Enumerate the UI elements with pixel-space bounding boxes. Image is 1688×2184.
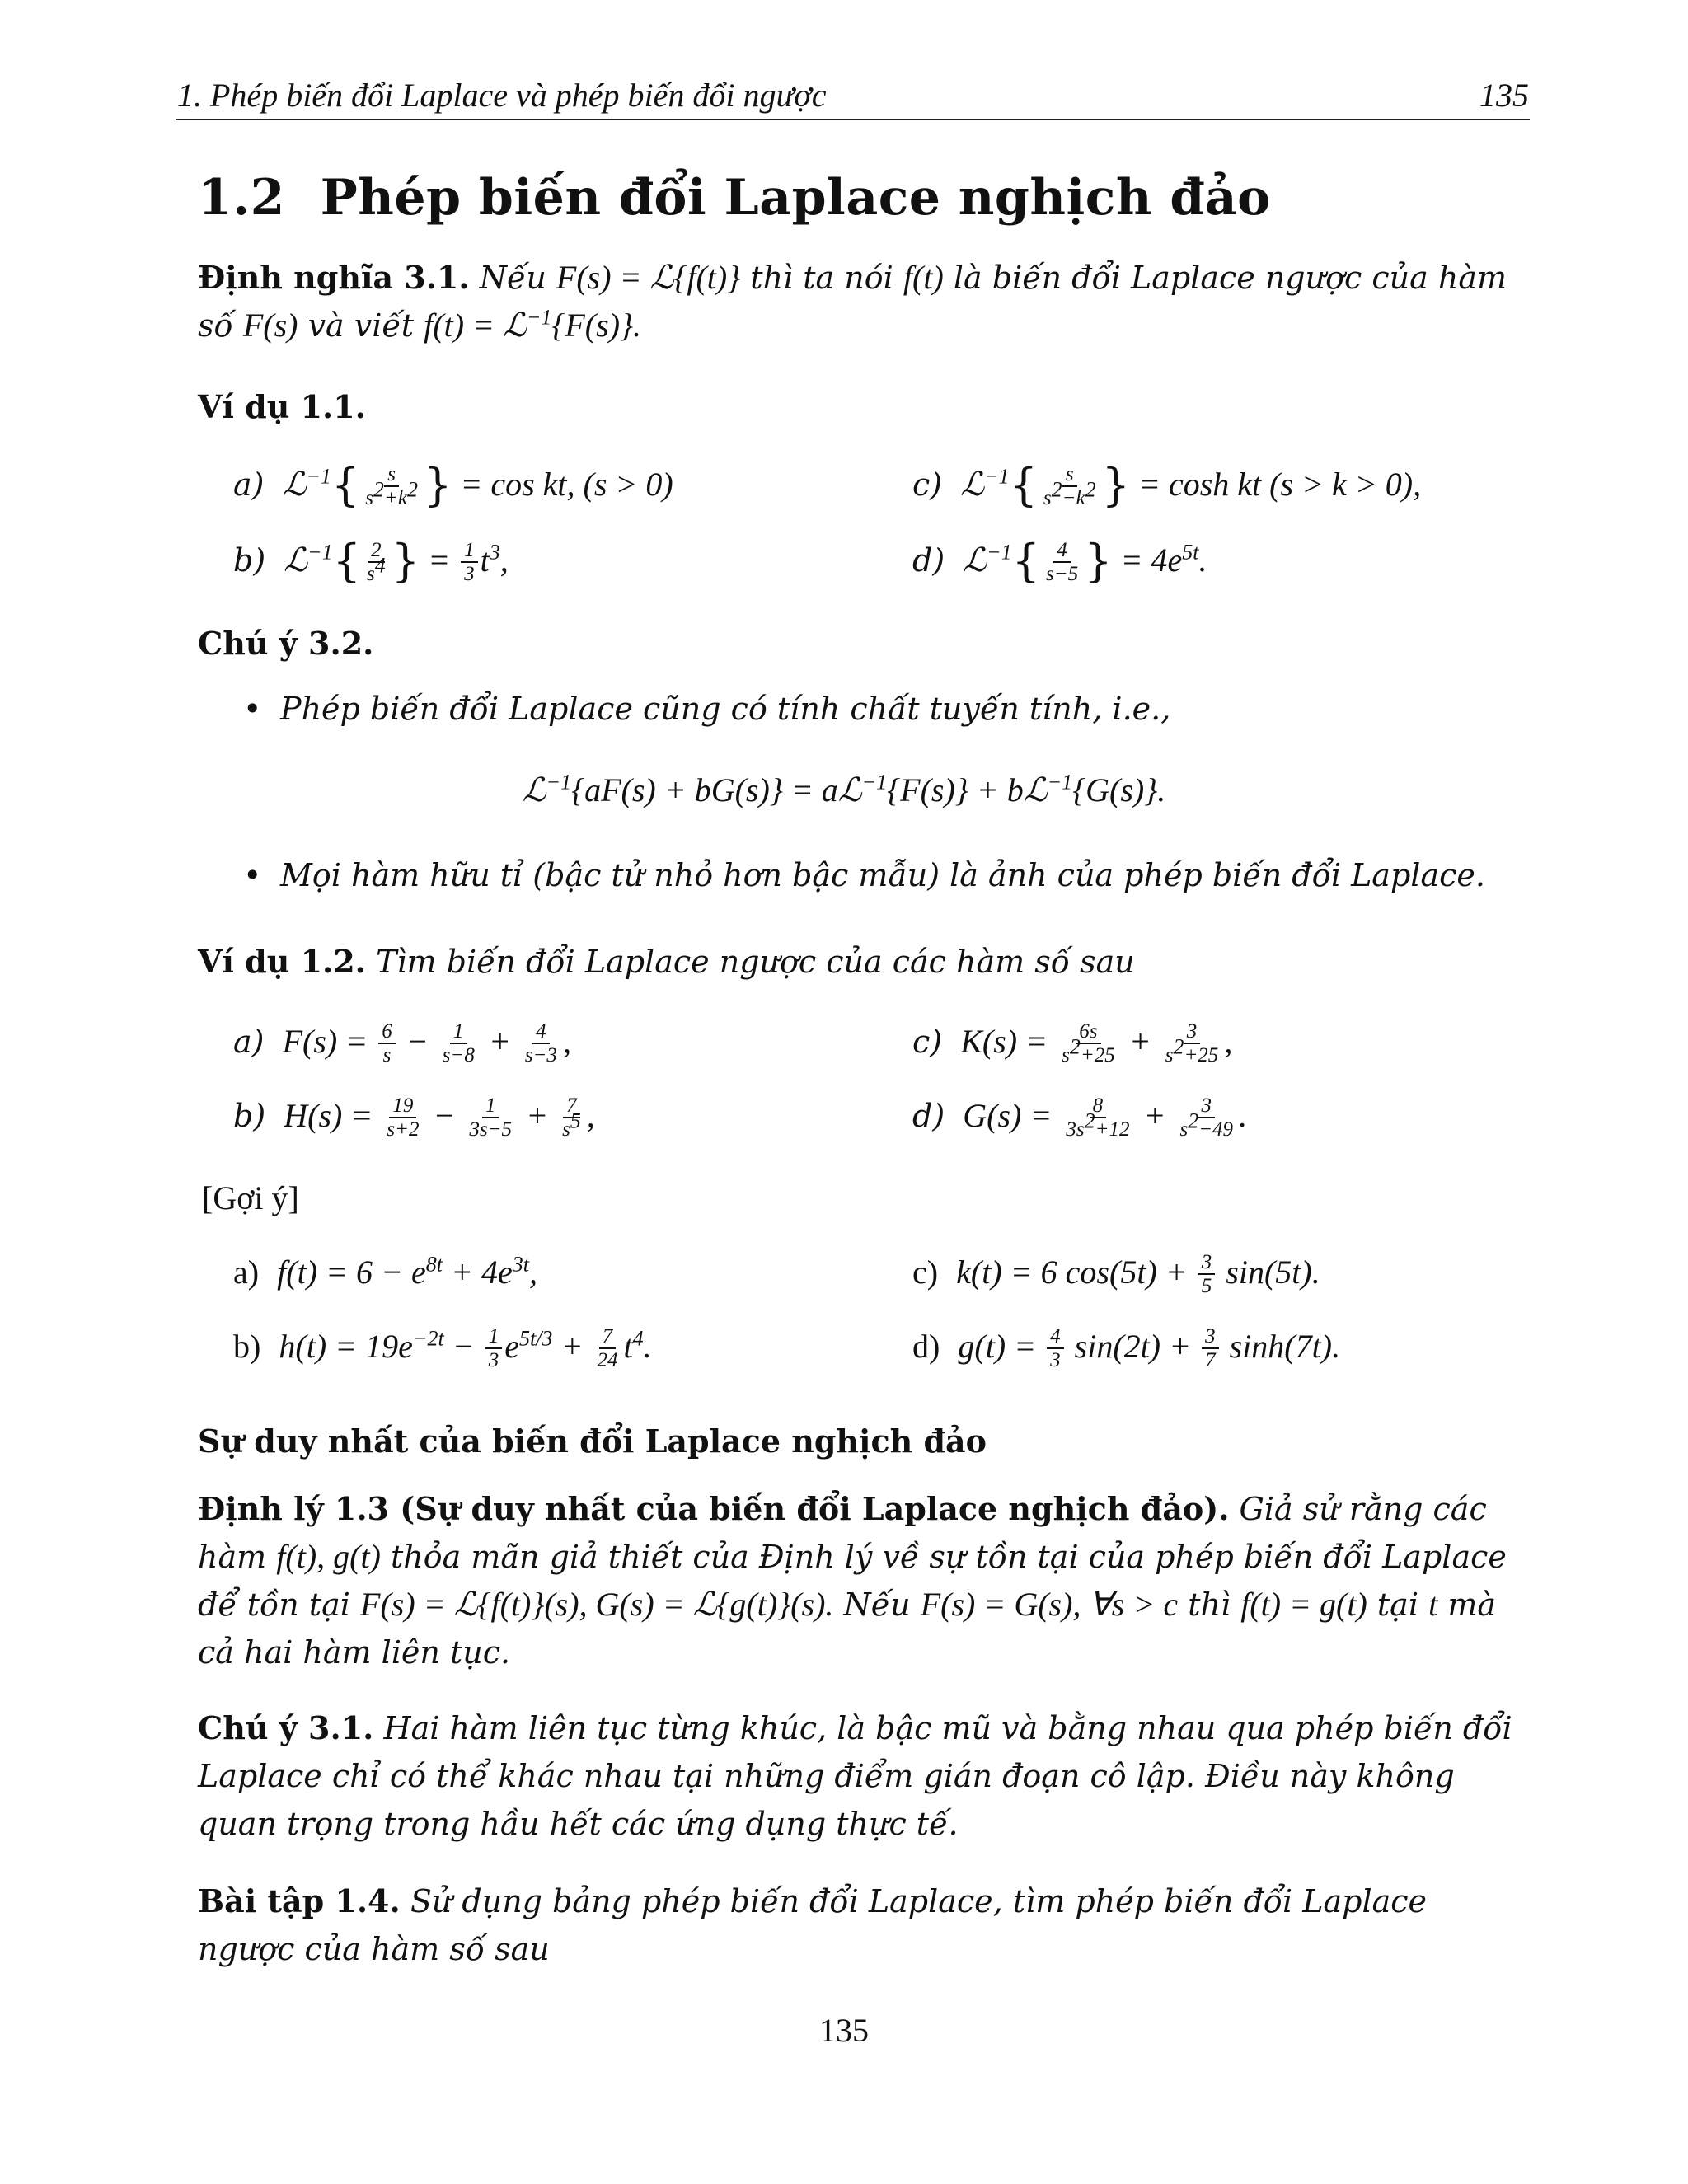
item-label: d)	[912, 1098, 945, 1135]
example-1-2	[198, 938, 1525, 986]
running-head-page: 135	[1479, 77, 1529, 114]
bullet-icon: •	[243, 691, 262, 727]
note-3-2-label: Chú ý 3.2.	[198, 625, 374, 662]
theorem-1-3: Định lý 1.3 (Sự duy nhất của biến đổi Laplace nghịch đảo). Giả sử rằng các hàm f(t), g(t) thỏa mãn giả thiết của Định lý về sự tồn tại của phép biến đổi Laplace để tồn tại F(s) = ℒ{f(t)}(s), G(s) = ℒ{g(t)}(s). Nếu F(s) = G(s), ∀s > c thì f(t) = g(t) tại t mà cả hai hàm liên tục.	[198, 1490, 1507, 1671]
theorem-text-3: Nếu	[843, 1586, 911, 1623]
definition-Fs: F(s)	[242, 307, 298, 344]
definition-text-3: và viết	[307, 307, 415, 344]
definition-if: Nếu	[479, 260, 546, 296]
item-label: b)	[233, 1328, 261, 1366]
exercise-1-4	[198, 1877, 1525, 1973]
definition-text-2: là biến đổi Laplace ngược của hàm số	[198, 260, 1507, 344]
linearity-equation: ℒ$^{-1}${aF(s) + bG(s)} = aℒ$^{-1}${F(s)} + bℒ$^{-1}${G(s)}.	[522, 770, 1166, 808]
theorem-text-5: tại	[1376, 1586, 1418, 1623]
section-number: 1.2	[198, 169, 285, 227]
uniqueness-subheading: Sự duy nhất của biến đổi Laplace nghịch đảo	[198, 1422, 987, 1460]
definition-ft: f(t)	[903, 259, 944, 296]
exercise-label: Bài tập 1.4.	[198, 1882, 401, 1919]
example-1-2-label: Ví dụ 1.2.	[198, 943, 366, 980]
section-heading-text: Phép biến đổi Laplace nghịch đảo	[320, 169, 1271, 227]
hint-label: [Gợi ý]	[202, 1179, 299, 1216]
theorem-label: Định lý 1.3 (Sự duy nhất của biến đổi Laplace nghịch đảo).	[198, 1490, 1230, 1527]
item-label: d)	[912, 1328, 940, 1366]
running-head	[177, 76, 1529, 115]
example-1-1-b: b) ℒ$^{-1}${ $\frac{2}{s^4}$ } = $\frac{1}{3}$ $t^3$,	[233, 535, 509, 587]
page-number: 135	[819, 2012, 869, 2049]
example-1-2-b: b) H(s) = $\frac{19}{s+2}$ − $\frac{1}{3s-5}$ + $\frac{7}{s^5}$ ,	[233, 1094, 595, 1141]
hint-b: b) $h(t) = 19e^{-2t}$ − $\frac{1}{3}$ $e^{5t/3}$ + $\frac{7}{24}$ $t^4$.	[233, 1325, 652, 1371]
exercise-text: Sử dụng bảng phép biến đổi Laplace, tìm phép biến đổi Laplace ngược của hàm số sau	[198, 1883, 1428, 1967]
header-rule	[176, 119, 1530, 120]
item-label: a)	[233, 466, 265, 503]
example-1-1-a: a) ℒ$^{-1}${ $\frac{s}{s^2+k^2}$ } = cos kt, (s > 0)	[233, 459, 673, 511]
definition-3-1	[198, 254, 1525, 349]
note-3-2-bullet-1	[243, 691, 1170, 727]
item-label: c)	[912, 1024, 943, 1061]
note-3-1-label: Chú ý 3.1.	[198, 1709, 374, 1746]
example-1-1-c: c) ℒ$^{-1}${ $\frac{s}{s^2-k^2}$ } = cosh kt (s > k > 0),	[912, 459, 1422, 511]
definition-formula-2: f(t) = ℒ$^{-1}${F(s)}.	[424, 305, 642, 344]
example-1-2-d: d) G(s) = $\frac{8}{3s^2+12}$ + $\frac{3}{s^2-49}$ .	[912, 1094, 1248, 1141]
example-1-1-d: d) ℒ$^{-1}${ $\frac{4}{s-5}$ } = $4e^{5t}$.	[912, 535, 1207, 587]
definition-label: Định nghĩa 3.1.	[198, 259, 470, 296]
item-label: a)	[233, 1254, 260, 1291]
bullet-text: Phép biến đổi Laplace cũng có tính chất tuyến tính, i.e.,	[280, 691, 1171, 727]
item-label: b)	[233, 541, 266, 579]
hint-c: c) k(t) = 6 cos(5t) + $\frac{3}{5}$ sin(5t).	[912, 1251, 1320, 1297]
item-label: d)	[912, 541, 945, 579]
hint-d: d) g(t) = $\frac{4}{3}$ sin(2t) + $\frac{3}{7}$ sinh(7t).	[912, 1325, 1341, 1371]
note-3-1-text: Hai hàm liên tục từng khúc, là bậc mũ và bằng nhau qua phép biến đổi Laplace chỉ có thể khác nhau tại những điểm gián đoạn cô lập. Điều này không quan trọng trong hầu hết các ứng dụng thực tế.	[198, 1710, 1512, 1842]
note-3-1	[198, 1704, 1525, 1848]
example-1-2-c: c) K(s) = $\frac{6s}{s^2+25}$ + $\frac{3}{s^2+25}$ ,	[912, 1020, 1233, 1066]
example-1-2-prompt: Tìm biến đổi Laplace ngược của các hàm số sau	[376, 944, 1135, 980]
theorem-text-2: thỏa mãn giả thiết của Định lý về sự tồn tại của phép biến đổi Laplace để tồn tại	[198, 1539, 1507, 1623]
item-label: c)	[912, 466, 943, 503]
note-3-2-bullet-2	[243, 857, 1485, 893]
running-head-title: 1. Phép biến đổi Laplace và phép biến đổi ngược	[177, 77, 827, 114]
example-1-2-a: a) F(s) = $\frac{6}{s}$ − $\frac{1}{s-8}$ + $\frac{4}{s-3}$ ,	[233, 1020, 571, 1066]
definition-text-1: thì ta nói	[750, 260, 893, 296]
section-title	[198, 169, 1271, 227]
theorem-text-4: thì	[1188, 1586, 1231, 1623]
hint-a: a) $f(t) = 6 - e^{8t} + 4e^{3t}$,	[233, 1252, 538, 1291]
definition-formula-1: F(s) = ℒ{f(t)}	[556, 259, 741, 296]
example-1-1-label: Ví dụ 1.1.	[198, 388, 366, 425]
item-label: c)	[912, 1254, 939, 1291]
bullet-icon: •	[243, 857, 262, 893]
item-label: b)	[233, 1098, 266, 1135]
bullet-text: Mọi hàm hữu tỉ (bậc tử nhỏ hơn bậc mẫu) là ảnh của phép biến đổi Laplace.	[280, 857, 1485, 893]
theorem-text-1: Giả sử rằng các hàm	[198, 1491, 1487, 1575]
item-label: a)	[233, 1024, 265, 1061]
theorem-text-6: mà cả hai hàm liên tục.	[198, 1586, 1497, 1671]
